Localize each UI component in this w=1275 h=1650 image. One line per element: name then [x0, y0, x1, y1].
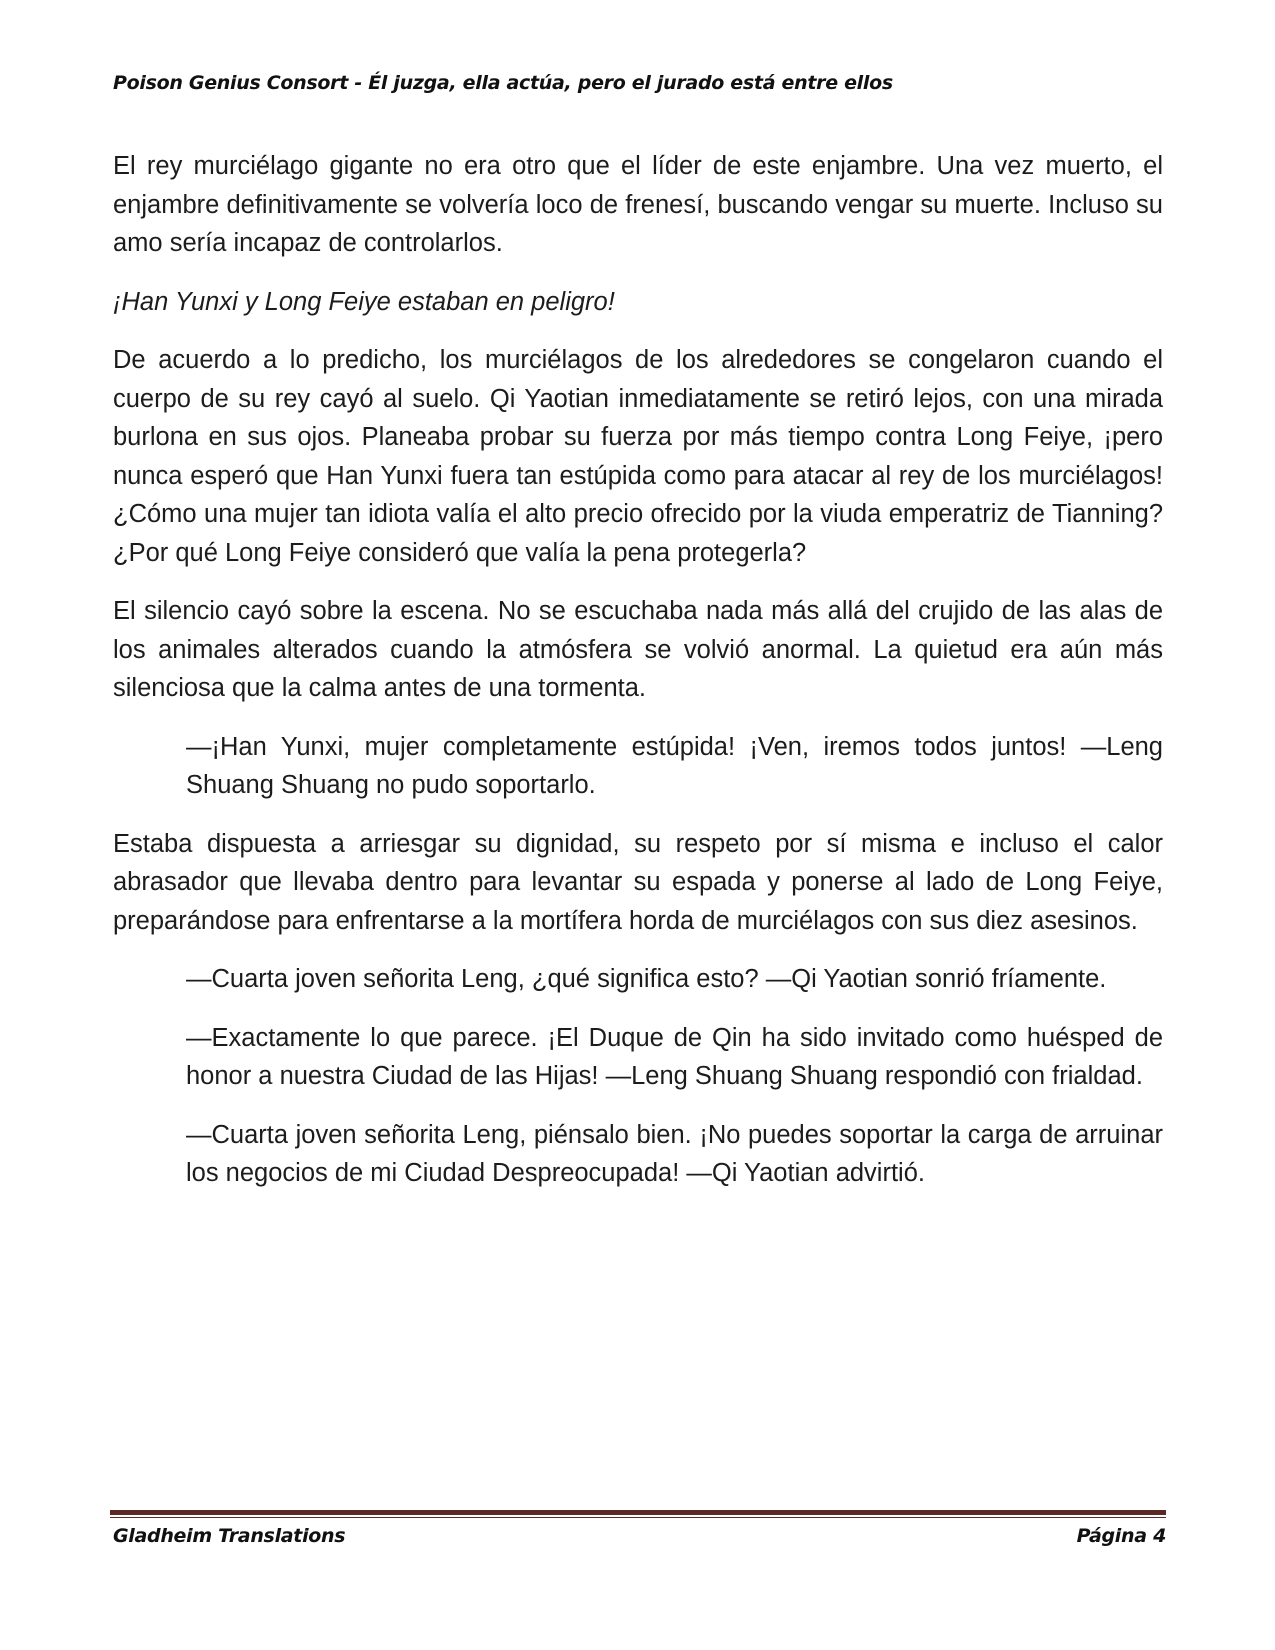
dialogue-paragraph: —Cuarta joven señorita Leng, ¿qué significa esto? —Qi Yaotian sonrió fríamente. — [186, 965, 1107, 993]
dialogue-paragraph: —Cuarta joven señorita Leng, piénsalo bien. ¡No puedes soportar la carga de arruinar los negocios de mi Ciudad Despreocupada! —Qi Yaotian advirtió. — [186, 1120, 1163, 1187]
italic-paragraph: ¡Han Yunxi y Long Feiye estaban en peligro! — [113, 287, 615, 316]
body-text — [113, 147, 1163, 1213]
footer-rule-thin — [110, 1517, 1166, 1518]
footer-rule — [110, 1510, 1166, 1515]
dialogue-paragraph: —¡Han Yunxi, mujer completamente estúpida! ¡Ven, iremos todos juntos! —Leng Shuang Shuang no pudo soportarlo. — [186, 732, 1163, 799]
paragraph: El rey murciélago gigante no era otro que el líder de este enjambre. Una vez muerto, el enjambre definitivamente se volvería loco de frenesí, buscando vengar su muerte. Incluso su amo sería incapaz de controlarlos. — [113, 152, 1163, 257]
running-header: Poison Genius Consort - Él juzga, ella actúa, pero el jurado está entre ellos — [113, 72, 893, 94]
dialogue-paragraph: —Exactamente lo que parece. ¡El Duque de Qin ha sido invitado como huésped de honor a nuestra Ciudad de las Hijas! —Leng Shuang Shuang respondió con frialdad. — [186, 1023, 1163, 1090]
paragraph: De acuerdo a lo predicho, los murciélagos de los alrededores se congelaron cuando el cuerpo de su rey cayó al suelo. Qi Yaotian inmediatamente se retiró lejos, con una mirada burlona en sus ojos. Planeaba probar su fuerza por más tiempo contra Long Feiye, ¡pero nunca esperó que Han Yunxi fuera tan estúpida como para atacar al rey de los murciélagos! ¿Cómo una mujer tan idiota valía el alto precio ofrecido por la viuda emperatriz de Tianning? ¿Por qué Long Feiye consideró que valía la pena protegerla? — [113, 346, 1163, 567]
paragraph: El silencio cayó sobre la escena. No se escuchaba nada más allá del crujido de las alas de los animales alterados cuando la atmósfera se volvió anormal. La quietud era aún más silenciosa que la calma antes de una tormenta. — [113, 597, 1163, 702]
footer-publisher: Gladheim Translations — [113, 1525, 346, 1547]
paragraph: Estaba dispuesta a arriesgar su dignidad, su respeto por sí misma e incluso el calor abrasador que llevaba dentro para levantar su espada y ponerse al lado de Long Feiye, preparándose para enfrentarse a la mortífera horda de murciélagos con sus diez asesinos. — [113, 829, 1163, 935]
footer-page-number: Página 4 — [1076, 1525, 1166, 1547]
